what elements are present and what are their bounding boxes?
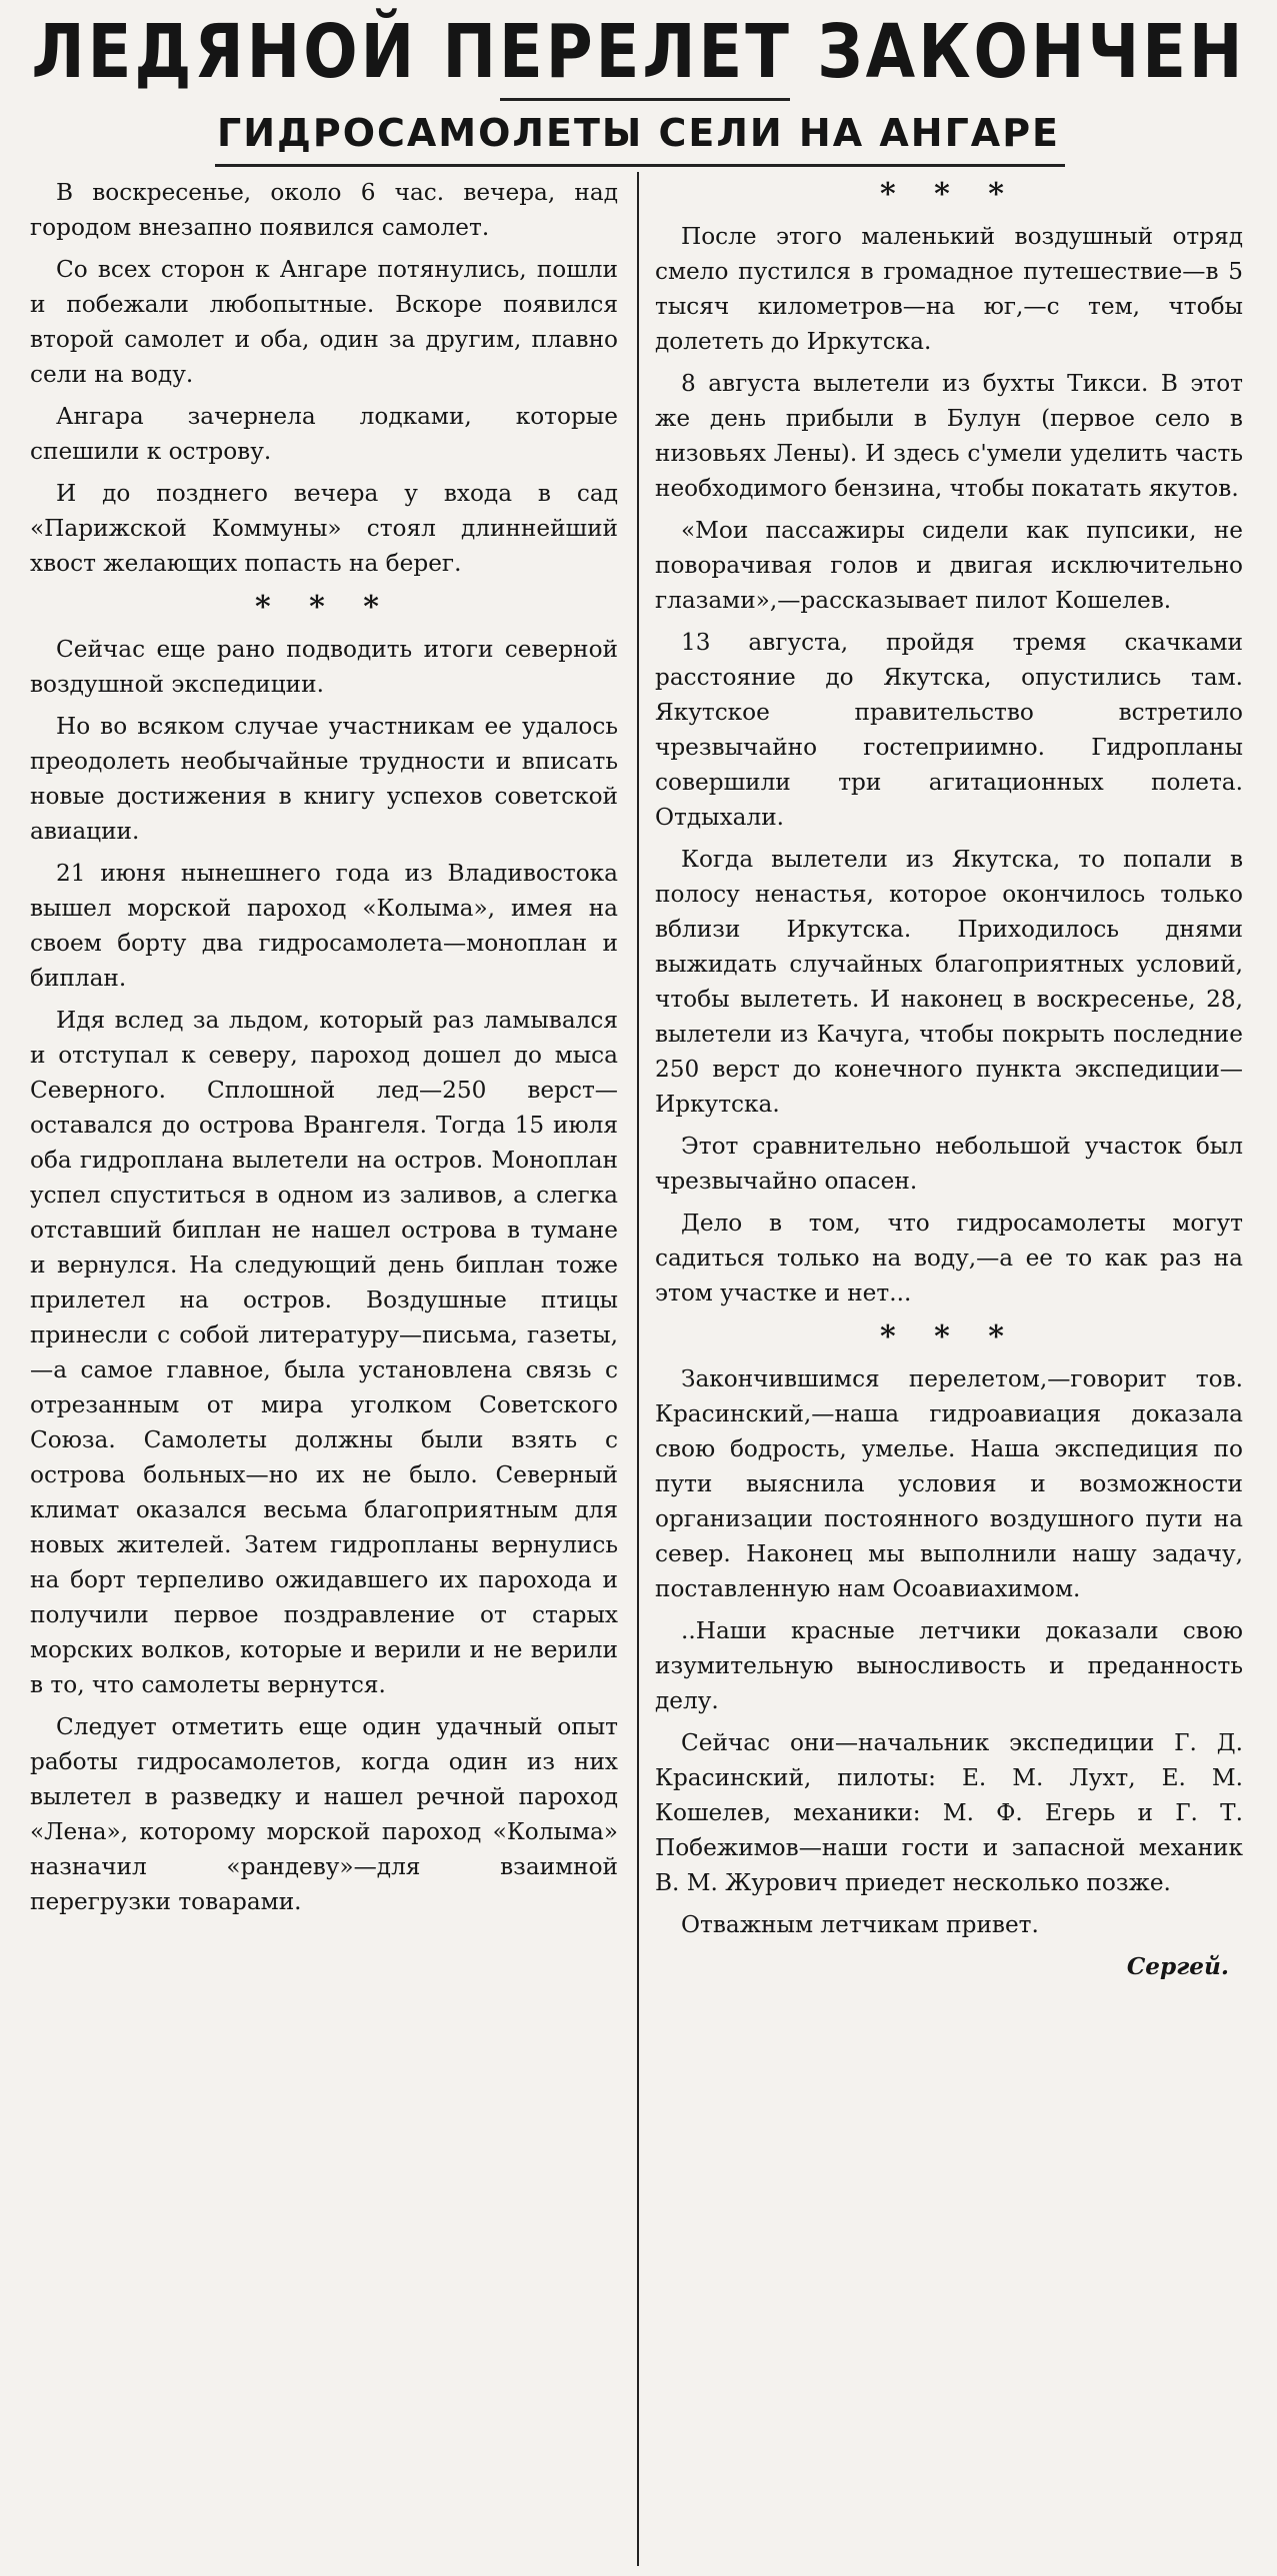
- author-signature: Сергей.: [1126, 1953, 1229, 1980]
- paragraph: И до позднего вечера у входа в сад «Парижской Коммуны» стоял длиннейший хвост желающих попасть на берег.: [30, 480, 618, 577]
- paragraph: Но во всяком случае участникам ее удалось преодолеть необычайные трудности и вписать новые достижения в книгу успехов советской авиации.: [30, 713, 618, 845]
- paragraph: 8 августа вылетели из бухты Тикси. В этот же день прибыли в Булун (первое село в низовьях Лены). И здесь с'умели уделить часть необходимого бензина, чтобы покатать якутов.: [655, 370, 1243, 502]
- paragraph: Этот сравнительно небольшой участок был чрезвычайно опасен.: [655, 1133, 1243, 1195]
- paragraph: Со всех сторон к Ангаре потянулись, пошли и побежали любопытные. Вскоре появился второй самолет и оба, один за другим, плавно сели на воду.: [30, 256, 618, 388]
- paragraph: Ангара зачернела лодками, которые спешили к острову.: [30, 403, 618, 465]
- headline: ЛЕДЯНОЙ ПЕРЕЛЕТ ЗАКОНЧЕН: [31, 10, 1246, 96]
- subheadline-rule: [215, 164, 1065, 167]
- section-separator: * * *: [880, 177, 1018, 212]
- paragraph: В воскресенье, около 6 час. вечера, над городом внезапно появился самолет.: [30, 179, 618, 241]
- paragraph: 21 июня нынешнего года из Владивостока вышел морской пароход «Колыма», имея на своем борту два гидросамолета—моноплан и биплан.: [30, 860, 618, 992]
- paragraph: Сейчас они—начальник экспедиции Г. Д. Красинский, пилоты: Е. М. Лухт, Е. М. Кошелев, механики: М. Ф. Егерь и Г. Т. Побежимов—наши гости и запасной механик В. М. Журович приедет несколько позже.: [655, 1729, 1243, 1896]
- column-divider: [637, 172, 639, 2566]
- paragraph: После этого маленький воздушный отряд смело пустился в громадное путешествие—в 5 тысяч километров—на юг,—с тем, чтобы долететь до Иркутска.: [655, 223, 1243, 355]
- left-column: [30, 175, 618, 2564]
- paragraph: 13 августа, пройдя тремя скачками расстояние до Якутска, опустились там. Якутское правительство встретило чрезвычайно гостеприимно. Гидропланы совершили три агитационных полета. Отдыхали.: [655, 629, 1243, 831]
- section-separator: * * *: [880, 1319, 1018, 1354]
- paragraph: Закончившимся перелетом,—говорит тов. Красинский,—наша гидроавиация доказала свою бодрость, умелье. Наша экспедиция по пути выяснила условия и возможности организации постоянного воздушного пути на север. Наконец мы выполнили нашу задачу, поставленную нам Осоавиахимом.: [655, 1365, 1243, 1602]
- subheadline: ГИДРОСАМОЛЕТЫ СЕЛИ НА АНГАРЕ: [217, 111, 1060, 155]
- section-separator: * * *: [255, 590, 393, 625]
- top-rule: [500, 98, 790, 101]
- right-column: [655, 175, 1243, 2564]
- paragraph: «Мои пассажиры сидели как пупсики, не поворачивая голов и двигая исключительно глазами»,—рассказывает пилот Кошелев.: [655, 517, 1243, 614]
- paragraph: Идя вслед за льдом, который раз ламывался и отступал к северу, пароход дошел до мыса Северного. Сплошной лед—250 верст—оставался до острова Врангеля. Тогда 15 июля оба гидроплана вылетели на остров. Моноплан успел спуститься в одном из заливов, а слегка отставший биплан не нашел острова в тумане и вернулся. На следующий день биплан тоже прилетел на остров. Воздушные птицы принесли с собой литературу—письма, газеты,—а самое главное, была установлена связь с отрезанным от мира уголком Советского Союза. Самолеты должны были взять с острова больных—но их не было. Северный климат оказался весьма благоприятным для новых жителей. Затем гидропланы вернулись на борт терпеливо ожидавшего их парохода и получили первое поздравление от старых морских волков, которые и верили и не верили в то, что самолеты вернутся.: [30, 1007, 618, 1698]
- paragraph: ..Наши красные летчики доказали свою изумительную выносливость и преданность делу.: [655, 1617, 1243, 1714]
- paragraph: Дело в том, что гидросамолеты могут садиться только на воду,—а ее то как раз на этом участке и нет...: [655, 1210, 1243, 1306]
- paragraph: Сейчас еще рано подводить итоги северной воздушной экспедиции.: [30, 636, 618, 698]
- paragraph: Отважным летчикам привет.: [681, 1911, 1039, 1938]
- paragraph: Когда вылетели из Якутска, то попали в полосу ненастья, которое окончилось только вблизи Иркутска. Приходилось днями выжидать случайных благоприятных условий, чтобы вылететь. И наконец в воскресенье, 28, вылетели из Качуга, чтобы покрыть последние 250 верст до конечного пункта экспедиции—Иркутска.: [655, 846, 1243, 1118]
- paragraph: Следует отметить еще один удачный опыт работы гидросамолетов, когда один из них вылетел в разведку и нашел речной пароход «Лена», которому морской пароход «Колыма» назначил «рандеву»—для взаимной перегрузки товарами.: [30, 1713, 618, 1915]
